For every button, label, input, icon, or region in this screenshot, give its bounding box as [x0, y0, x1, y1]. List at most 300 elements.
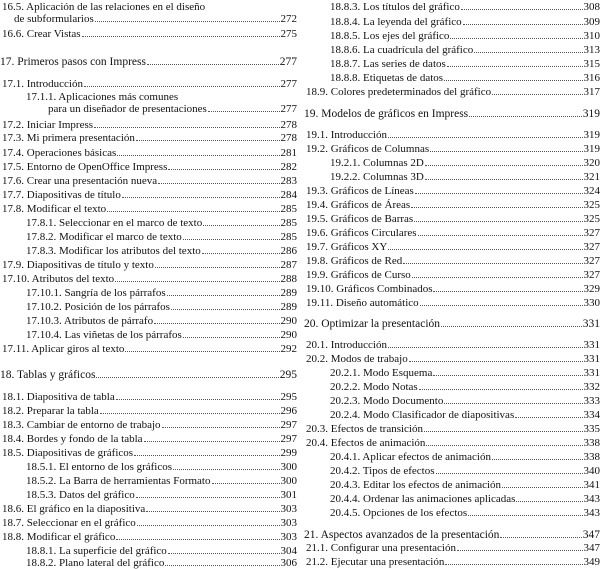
toc-entry-page: 303	[281, 517, 298, 529]
toc-entry-page: 278	[281, 132, 298, 144]
toc-entry	[0, 301, 297, 313]
dot-leader	[84, 78, 280, 87]
toc-entry-page: 272	[281, 13, 298, 25]
toc-entry-title: 17.8.1. Seleccionar en el marco de texto	[26, 217, 202, 229]
toc-entry-title: 20.2.4. Modo Clasificador de diapositivas	[330, 409, 514, 421]
dot-leader	[388, 339, 583, 348]
toc-entry-title: 19.5. Gráficos de Barras	[306, 213, 413, 225]
dot-leader	[117, 147, 279, 156]
toc-entry-title: 17.10. Atributos del texto	[2, 273, 114, 285]
toc-entry-page: 335	[584, 423, 600, 435]
dot-leader	[445, 556, 582, 565]
toc-entry-page: 277	[280, 56, 297, 68]
toc-entry	[0, 147, 297, 159]
toc-entry	[304, 423, 600, 435]
toc-entry-title: 17.11. Aplicar giros al texto	[2, 343, 124, 355]
toc-entry-title: 17.8. Modificar el texto	[2, 203, 106, 215]
toc-entry-page: 316	[584, 72, 600, 84]
toc-entry-page: 289	[281, 287, 298, 299]
toc-entry	[0, 475, 297, 487]
toc-entry	[304, 353, 600, 365]
toc-entry-title: 20.2.2. Modo Notas	[330, 381, 418, 393]
toc-entry-page: 300	[281, 461, 298, 473]
toc-entry	[304, 185, 600, 197]
dot-leader	[414, 213, 582, 222]
dot-leader	[94, 119, 279, 128]
toc-entry-title: 19.11. Diseño automático	[306, 297, 419, 309]
toc-entry-title: 17.6. Crear una presentación nueva	[2, 175, 157, 187]
toc-entry	[0, 405, 297, 417]
dot-leader	[469, 108, 582, 117]
toc-entry-page: 297	[281, 433, 298, 445]
dot-leader	[444, 72, 582, 81]
toc-entry	[304, 395, 600, 407]
toc-entry	[304, 227, 600, 239]
toc-entry-page: 330	[584, 297, 600, 309]
toc-entry-page: 309	[584, 16, 600, 28]
toc-entry-page: 290	[281, 329, 298, 341]
toc-entry-title: 19.1. Introducción	[306, 129, 387, 141]
dot-leader	[115, 273, 279, 282]
toc-entry-title: 17.2. Iniciar Impress	[2, 119, 93, 131]
toc-entry-title: para un diseñador de presentaciones	[48, 103, 207, 115]
toc-entry-page: 296	[281, 405, 298, 417]
dot-leader	[155, 259, 280, 268]
dot-leader	[116, 531, 279, 540]
toc-entry	[304, 542, 600, 554]
toc-entry-page: 319	[584, 129, 600, 141]
toc-entry-page: 320	[584, 157, 600, 169]
toc-entry-title: 19.2. Gráficos de Columnas	[306, 143, 429, 155]
toc-entry	[0, 217, 297, 229]
dot-leader	[444, 395, 582, 404]
toc-entry-title: 18.5.1. El entorno de los gráficos	[26, 461, 172, 473]
toc-entry-title: 17.4. Operaciones básicas	[2, 147, 116, 159]
toc-entry	[0, 103, 297, 115]
toc-entry	[304, 507, 600, 519]
dot-leader	[202, 245, 280, 254]
toc-entry-page: 343	[584, 507, 600, 519]
toc-chapter-entry	[0, 369, 297, 381]
toc-entry-title: 19.2.1. Columnas 2D	[330, 157, 424, 169]
toc-entry-title: 17.7. Diapositivas de título	[2, 189, 121, 201]
toc-entry-title: 19.10. Gráficos Combinados	[306, 283, 432, 295]
toc-entry-title: 20.4.1. Aplicar efectos de animación	[330, 451, 491, 463]
toc-entry	[0, 91, 297, 103]
dot-leader	[208, 103, 280, 112]
toc-entry-title: 20. Optimizar la presentación	[304, 318, 440, 330]
dot-leader	[168, 161, 279, 170]
toc-entry-title: 17.3. Mi primera presentación	[2, 132, 135, 144]
dot-leader	[167, 287, 280, 296]
toc-entry-page: 338	[584, 437, 600, 449]
dot-leader	[468, 507, 582, 516]
toc-entry-title: 20.2. Modos de trabajo	[306, 353, 408, 365]
toc-entry-title: 20.1. Introducción	[306, 339, 387, 351]
toc-entry	[0, 447, 297, 459]
toc-entry-page: 327	[584, 255, 600, 267]
dot-leader	[415, 185, 583, 194]
dot-leader	[107, 203, 279, 212]
dot-leader	[474, 44, 582, 53]
dot-leader	[463, 16, 583, 25]
toc-entry	[0, 287, 297, 299]
toc-entry-title: 20.2.1. Modo Esquema	[330, 367, 432, 379]
toc-entry-title: 17.1. Introducción	[2, 78, 83, 90]
dot-leader	[457, 542, 583, 551]
dot-leader	[419, 381, 583, 390]
toc-entry	[304, 451, 600, 463]
toc-entry	[0, 161, 297, 173]
toc-entry-title: 18.5. Diapositivas de gráficos	[2, 447, 133, 459]
dot-leader	[173, 461, 279, 470]
toc-entry-page: 288	[281, 273, 298, 285]
dot-leader	[436, 465, 583, 474]
toc-entry-title: 19.6. Gráficos Circulares	[306, 227, 417, 239]
toc-entry-page: 289	[281, 301, 298, 313]
toc-entry-page: 299	[281, 447, 298, 459]
toc-entry-page: 327	[584, 269, 600, 281]
toc-entry-page: 349	[584, 556, 600, 568]
dot-leader	[450, 30, 582, 39]
toc-entry	[304, 44, 600, 56]
toc-entry-page: 331	[584, 339, 600, 351]
dot-leader	[144, 433, 280, 442]
toc-entry	[304, 30, 600, 42]
toc-entry-page: 327	[584, 227, 600, 239]
toc-entry-page: 310	[584, 30, 600, 42]
dot-leader	[100, 405, 280, 414]
dot-leader	[516, 493, 582, 502]
toc-entry-page: 308	[584, 1, 600, 13]
toc-entry-page: 347	[584, 542, 600, 554]
dot-leader	[420, 297, 583, 306]
toc-entry-title: 18.8.3. Los títulos del gráfico	[330, 1, 460, 13]
dot-leader	[425, 171, 583, 180]
dot-leader	[388, 241, 582, 250]
toc-entry-page: 334	[584, 409, 600, 421]
toc-entry-title: 18.7. Seleccionar en el gráfico	[2, 517, 136, 529]
toc-entry-title: 20.4.5. Opciones de los efectos	[330, 507, 467, 519]
dot-leader	[147, 56, 279, 65]
toc-entry-title: 17.8.2. Modificar el marco de texto	[26, 231, 182, 243]
toc-entry-title: 21.1. Configurar una presentación	[306, 542, 456, 554]
toc-entry-title: 18.5.3. Datos del gráfico	[26, 489, 135, 501]
toc-entry-title: 17.5. Entorno de OpenOffice Impress	[2, 161, 167, 173]
toc-entry-page: 317	[584, 86, 600, 98]
dot-leader	[171, 301, 280, 310]
toc-entry-page: 295	[280, 369, 297, 381]
toc-entry	[304, 171, 600, 183]
dot-leader	[96, 369, 278, 378]
dot-leader	[168, 545, 280, 554]
toc-entry-page: 285	[281, 217, 298, 229]
toc-entry	[0, 489, 297, 501]
dot-leader	[424, 423, 583, 432]
toc-entry	[304, 479, 600, 491]
toc-entry	[0, 517, 297, 529]
toc-entry	[0, 1, 297, 13]
toc-entry-title: 18.8.2. Plano lateral del gráfico	[26, 557, 164, 569]
toc-entry-title: 20.4.4. Ordenar las animaciones aplicadas	[330, 493, 515, 505]
dot-leader	[430, 143, 582, 152]
toc-entry	[304, 1, 600, 13]
toc-entry	[304, 72, 600, 84]
toc-entry	[0, 189, 297, 201]
toc-entry	[304, 283, 600, 295]
toc-entry-page: 319	[584, 143, 600, 155]
toc-entry	[0, 28, 297, 40]
toc-entry-title: 17.10.1. Sangría de los párrafos	[26, 287, 166, 299]
toc-entry-title: 18.6. El gráfico en la diapositiva	[2, 503, 145, 515]
toc-entry-page: 325	[584, 199, 600, 211]
toc-entry-page: 321	[584, 171, 600, 183]
toc-entry-title: 18.3. Cambiar de entorno de trabajo	[2, 419, 161, 431]
toc-entry	[304, 143, 600, 155]
toc-entry	[0, 433, 297, 445]
toc-entry	[304, 381, 600, 393]
dot-leader	[492, 86, 582, 95]
toc-entry-page: 277	[281, 103, 298, 115]
toc-entry	[0, 391, 297, 403]
toc-entry-title: 19.4. Gráficos de Áreas	[306, 199, 410, 211]
toc-entry-page: 300	[281, 475, 298, 487]
toc-entry-page: 319	[583, 108, 600, 120]
dot-leader	[183, 231, 280, 240]
toc-entry-page: 341	[584, 479, 600, 491]
toc-entry-title: 20.4.2. Tipos de efectos	[330, 465, 435, 477]
dot-leader	[162, 419, 280, 428]
toc-entry-page: 292	[281, 343, 298, 355]
toc-entry-title: 17.10.3. Atributos de párrafo	[26, 315, 153, 327]
toc-entry	[0, 119, 297, 131]
toc-entry-title: 17. Primeros pasos con Impress	[0, 56, 146, 68]
toc-entry-page: 315	[584, 58, 600, 70]
toc-entry	[304, 213, 600, 225]
toc-entry-title: 16.6. Crear Vistas	[2, 28, 81, 40]
dot-leader	[433, 283, 582, 292]
toc-entry	[0, 245, 297, 257]
toc-entry-page: 324	[584, 185, 600, 197]
dot-leader	[137, 517, 280, 526]
toc-entry-title: 17.8.3. Modificar los atributos del texto	[26, 245, 201, 257]
toc-entry-title: 17.10.4. Las viñetas de los párrafos	[26, 329, 182, 341]
toc-entry-page: 282	[281, 161, 298, 173]
toc-entry-title: 19.2.2. Columnas 3D	[330, 171, 424, 183]
toc-entry-title: 18.8.8. Etiquetas de datos	[330, 72, 443, 84]
toc-entry-page: 332	[584, 381, 600, 393]
toc-entry-page: 286	[281, 245, 298, 257]
dot-leader	[441, 318, 582, 327]
dot-leader	[403, 255, 582, 264]
toc-entry-title: 16.5. Aplicación de las relaciones en el diseño	[2, 1, 205, 13]
toc-entry-page: 284	[281, 189, 298, 201]
dot-leader	[388, 129, 583, 138]
toc-entry-page: 287	[281, 259, 298, 271]
toc-entry	[0, 315, 297, 327]
toc-entry-page: 347	[583, 529, 600, 541]
toc-entry-title: 18.2. Preparar la tabla	[2, 405, 99, 417]
toc-entry-title: 18.8.6. La cuadrícula del gráfico	[330, 44, 473, 56]
toc-entry	[304, 241, 600, 253]
toc-entry-title: 18.8. Modificar el gráfico	[2, 531, 115, 543]
toc-entry-title: 18.8.1. La superficie del gráfico	[26, 545, 167, 557]
toc-entry-page: 295	[281, 391, 298, 403]
toc-entry-page: 327	[584, 241, 600, 253]
toc-entry-page: 331	[584, 367, 600, 379]
toc-entry-title: 19.8. Gráficos de Red	[306, 255, 402, 267]
dot-leader	[154, 315, 279, 324]
toc-entry	[0, 78, 297, 90]
toc-entry-page: 340	[584, 465, 600, 477]
toc-entry	[304, 157, 600, 169]
toc-entry	[0, 545, 297, 557]
toc-entry	[304, 255, 600, 267]
toc-chapter-entry	[0, 56, 297, 68]
toc-entry	[0, 231, 297, 243]
toc-entry	[0, 503, 297, 515]
dot-leader	[146, 503, 279, 512]
dot-leader	[125, 343, 279, 352]
dot-leader	[426, 437, 582, 446]
toc-entry	[304, 367, 600, 379]
toc-entry-page: 281	[281, 147, 298, 159]
dot-leader	[461, 1, 583, 10]
dot-leader	[116, 391, 280, 400]
toc-entry	[304, 129, 600, 141]
toc-entry-page: 290	[281, 315, 298, 327]
toc-entry	[304, 556, 600, 568]
toc-entry	[304, 269, 600, 281]
dot-leader	[183, 329, 280, 338]
toc-entry	[0, 557, 297, 569]
toc-entry-title: 18.9. Colores predeterminados del gráfico	[306, 86, 491, 98]
dot-leader	[203, 217, 279, 226]
toc-entry-page: 303	[281, 503, 298, 515]
toc-entry-title: 21.2. Ejecutar una presentación	[306, 556, 444, 568]
toc-entry	[304, 86, 600, 98]
toc-entry	[304, 465, 600, 477]
toc-entry-title: 18.5.2. La Barra de herramientas Formato	[26, 475, 211, 487]
toc-entry	[304, 437, 600, 449]
dot-leader	[433, 367, 582, 376]
dot-leader	[411, 199, 582, 208]
toc-entry-page: 343	[584, 493, 600, 505]
toc-entry-page: 325	[584, 213, 600, 225]
toc-entry-page: 329	[584, 283, 600, 295]
dot-leader	[502, 479, 582, 488]
dot-leader	[425, 157, 583, 166]
toc-entry	[304, 409, 600, 421]
toc-entry	[0, 329, 297, 341]
toc-entry-title: 19.9. Gráficos de Curso	[306, 269, 411, 281]
toc-entry-title: 20.4.3. Editar los efectos de animación	[330, 479, 501, 491]
toc-entry	[304, 297, 600, 309]
toc-chapter-entry	[304, 108, 600, 120]
toc-entry-page: 331	[584, 353, 600, 365]
dot-leader	[165, 557, 279, 566]
toc-entry-title: 18.4. Bordes y fondo de la tabla	[2, 433, 143, 445]
toc-entry	[0, 419, 297, 431]
toc-entry	[0, 343, 297, 355]
dot-leader	[409, 353, 583, 362]
toc-entry-title: 19.7. Gráficos XY	[306, 241, 387, 253]
toc-entry-title: 18. Tablas y gráficos	[0, 369, 95, 381]
toc-entry	[304, 16, 600, 28]
toc-entry	[0, 273, 297, 285]
toc-entry-page: 275	[281, 28, 298, 40]
toc-entry-page: 285	[281, 203, 298, 215]
dot-leader	[134, 447, 279, 456]
toc-entry-page: 278	[281, 119, 298, 131]
toc-entry-title: 17.1.1. Aplicaciones más comunes	[26, 91, 178, 103]
dot-leader	[418, 227, 583, 236]
toc-entry-title: 17.9. Diapositivas de título y texto	[2, 259, 154, 271]
dot-leader	[412, 269, 583, 278]
dot-leader	[515, 409, 582, 418]
toc-entry-page: 306	[281, 557, 298, 569]
toc-entry-title: 21. Aspectos avanzados de la presentación	[304, 529, 499, 541]
toc-entry-title: 17.10.2. Posición de los párrafos	[26, 301, 170, 313]
dot-leader	[447, 58, 583, 67]
dot-leader	[122, 189, 280, 198]
toc-chapter-entry	[304, 318, 600, 330]
toc-entry	[0, 13, 297, 25]
toc-entry-title: 18.8.4. La leyenda del gráfico	[330, 16, 462, 28]
toc-entry	[304, 199, 600, 211]
dot-leader	[212, 475, 280, 484]
toc-entry-page: 313	[584, 44, 600, 56]
toc-entry-page: 331	[583, 318, 600, 330]
toc-entry-page: 277	[281, 78, 298, 90]
toc-entry-title: 20.2.3. Modo Documento	[330, 395, 443, 407]
dot-leader	[136, 489, 280, 498]
dot-leader	[158, 175, 279, 184]
toc-chapter-entry	[304, 529, 600, 541]
toc-entry-page: 283	[281, 175, 298, 187]
dot-leader	[95, 13, 280, 22]
dot-leader	[136, 132, 280, 141]
toc-entry-page: 285	[281, 231, 298, 243]
toc-entry	[304, 493, 600, 505]
toc-entry-title: 18.8.7. Las series de datos	[330, 58, 446, 70]
toc-entry-title: de subformularios	[14, 13, 94, 25]
toc-entry-title: 20.4. Efectos de animación	[306, 437, 425, 449]
toc-entry	[0, 461, 297, 473]
dot-leader	[500, 529, 581, 538]
toc-entry	[0, 531, 297, 543]
toc-entry-page: 304	[281, 545, 298, 557]
toc-entry-page: 338	[584, 451, 600, 463]
toc-entry	[0, 203, 297, 215]
toc-entry	[304, 58, 600, 70]
toc-entry-title: 18.8.5. Los ejes del gráfico	[330, 30, 449, 42]
toc-entry	[0, 175, 297, 187]
toc-entry-page: 303	[281, 531, 298, 543]
toc-entry-page: 333	[584, 395, 600, 407]
toc-entry	[304, 339, 600, 351]
toc-entry-page: 301	[281, 489, 298, 501]
toc-entry-page: 297	[281, 419, 298, 431]
toc-entry	[0, 132, 297, 144]
dot-leader	[492, 451, 583, 460]
toc-entry-title: 19.3. Gráficos de Líneas	[306, 185, 414, 197]
toc-entry	[0, 259, 297, 271]
dot-leader	[82, 28, 280, 37]
toc-entry-title: 20.3. Efectos de transición	[306, 423, 423, 435]
toc-entry-title: 19. Modelos de gráficos en Impress	[304, 108, 468, 120]
toc-entry-title: 18.1. Diapositiva de tabla	[2, 391, 115, 403]
